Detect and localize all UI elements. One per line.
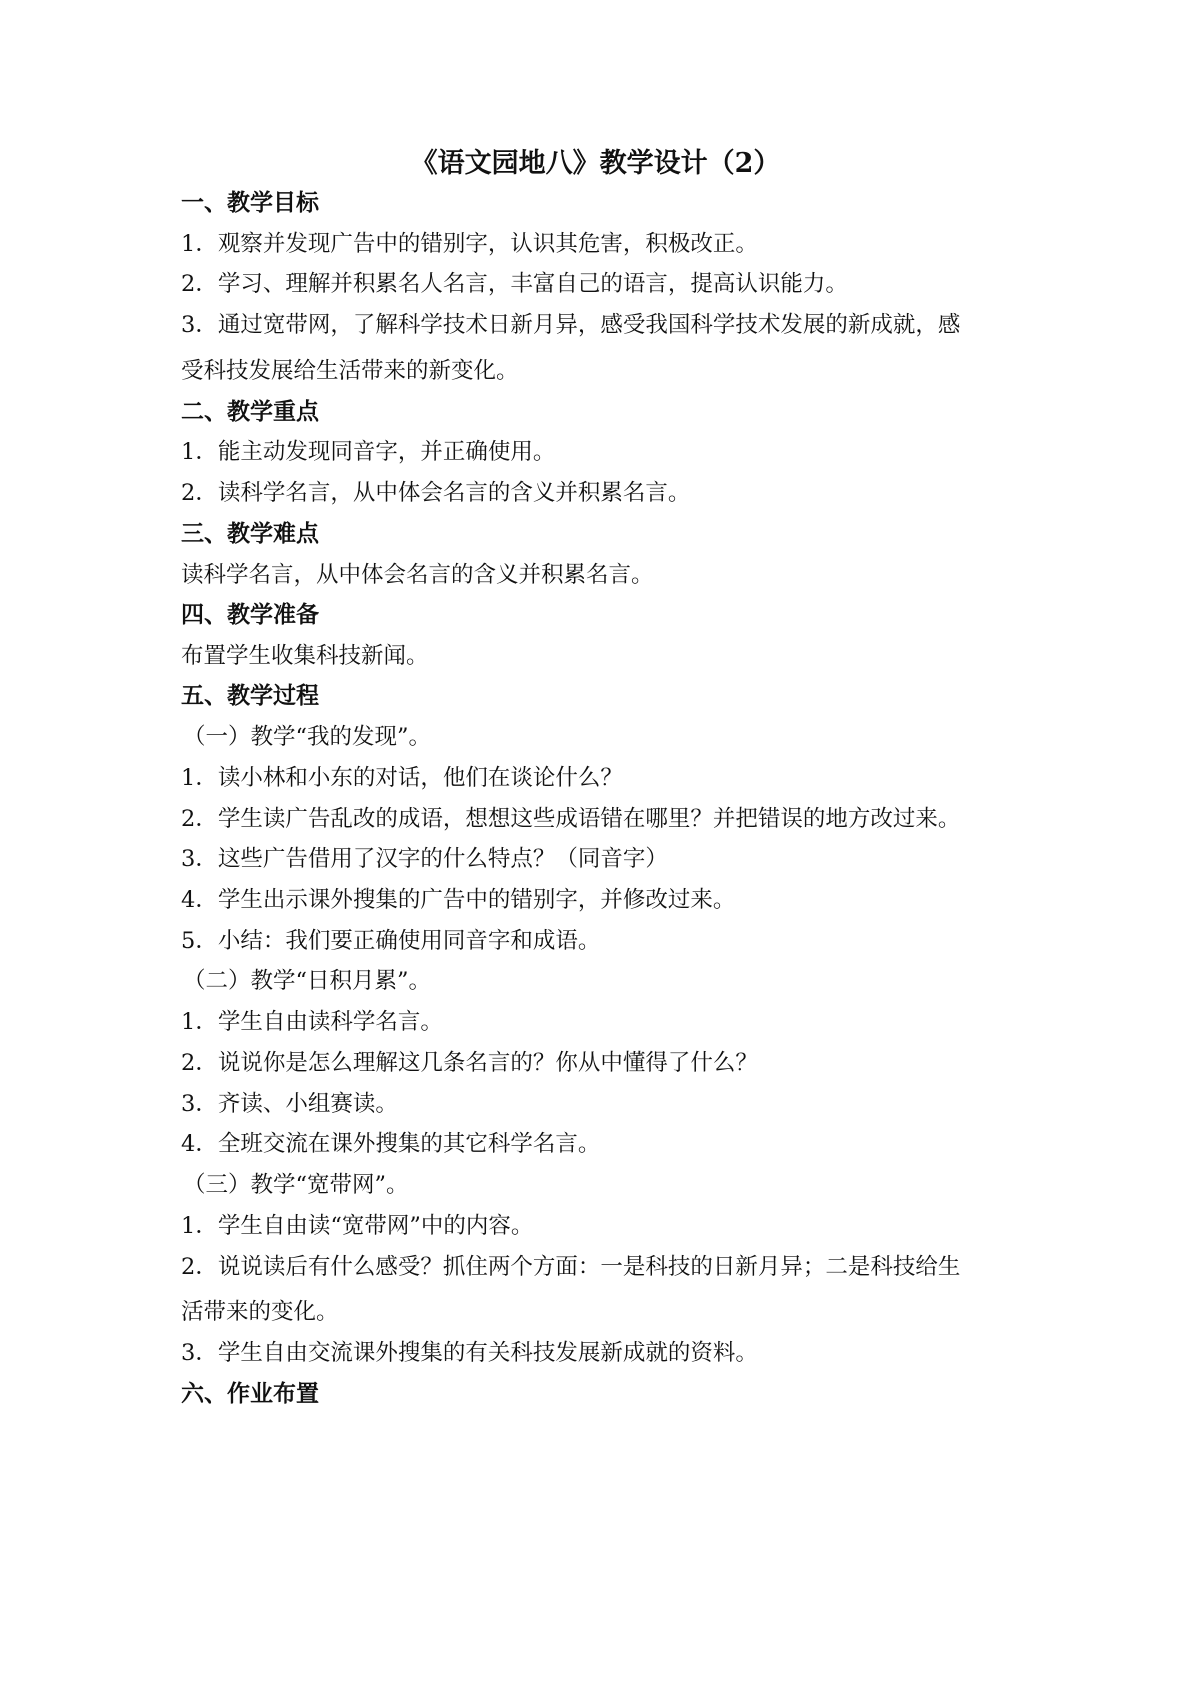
process-part-1-item-1: 1．读小林和小东的对话，他们在谈论什么？: [181, 765, 623, 791]
section-heading-goals: 一、教学目标: [181, 189, 319, 216]
goal-item-3: 3．通过宽带网，了解科学技术日新月异，感受我国科学技术发展的新成就，感: [181, 312, 961, 338]
key-point-item-1: 1．能主动发现同音字，并正确使用。: [181, 439, 556, 465]
goal-item-3-continued: 受科技发展给生活带来的新变化。: [181, 358, 519, 384]
process-part-2-item-2: 2．说说你是怎么理解这几条名言的？你从中懂得了什么？: [181, 1050, 758, 1076]
process-part-3-title: （三）教学“宽带网”。: [183, 1172, 409, 1198]
document-title: 《语文园地八》教学设计（2）: [410, 148, 781, 179]
goal-item-1: 1．观察并发现广告中的错别字，认识其危害，积极改正。: [181, 231, 758, 257]
process-part-3-item-2-continued: 活带来的变化。: [181, 1299, 339, 1325]
key-point-item-2: 2．读科学名言，从中体会名言的含义并积累名言。: [181, 480, 691, 506]
goal-item-2: 2．学习、理解并积累名人名言，丰富自己的语言，提高认识能力。: [181, 271, 848, 297]
process-part-1-item-3: 3．这些广告借用了汉字的什么特点？（同音字）: [181, 846, 668, 872]
section-heading-process: 五、教学过程: [181, 682, 319, 709]
section-heading-difficulties: 三、教学难点: [181, 520, 319, 547]
section-heading-preparation: 四、教学准备: [181, 601, 319, 628]
preparation-text: 布置学生收集科技新闻。: [181, 643, 429, 669]
process-part-3-item-3: 3．学生自由交流课外搜集的有关科技发展新成就的资料。: [181, 1340, 758, 1366]
process-part-2-item-3: 3．齐读、小组赛读。: [181, 1091, 398, 1117]
process-part-1-title: （一）教学“我的发现”。: [183, 724, 432, 750]
section-heading-homework: 六、作业布置: [181, 1380, 319, 1407]
process-part-3-item-1: 1．学生自由读“宽带网”中的内容。: [181, 1213, 534, 1239]
process-part-1-item-4: 4．学生出示课外搜集的广告中的错别字，并修改过来。: [181, 887, 736, 913]
process-part-1-item-2: 2．学生读广告乱改的成语，想想这些成语错在哪里？并把错误的地方改过来。: [181, 806, 961, 832]
section-heading-key-points: 二、教学重点: [181, 398, 319, 425]
difficulty-text: 读科学名言，从中体会名言的含义并积累名言。: [181, 562, 654, 588]
process-part-2-item-4: 4．全班交流在课外搜集的其它科学名言。: [181, 1131, 601, 1157]
process-part-3-item-2: 2．说说读后有什么感受？抓住两个方面：一是科技的日新月异；二是科技给生: [181, 1254, 961, 1280]
process-part-2-item-1: 1．学生自由读科学名言。: [181, 1009, 443, 1035]
process-part-1-item-5: 5．小结：我们要正确使用同音字和成语。: [181, 928, 601, 954]
process-part-2-title: （二）教学“日积月累”。: [183, 968, 432, 994]
